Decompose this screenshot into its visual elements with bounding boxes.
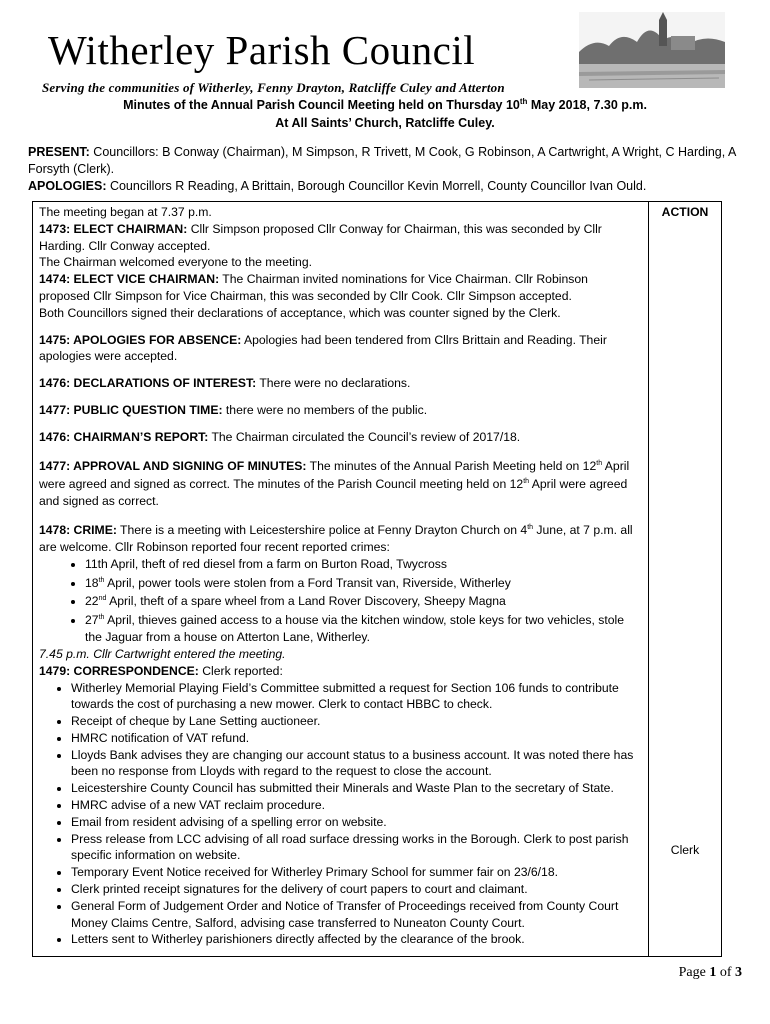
item-1477-minutes: 1477: APPROVAL AND SIGNING OF MINUTES: The minutes of the Annual Parish Meeting held on 12th April were agreed and signed as correct. The minutes of the Parish Council meeting held on 12th April were agreed and signed as correct. — [39, 458, 630, 509]
correspondence-item: • HMRC advise of a new VAT reclaim procedure. — [71, 797, 642, 814]
declarations-signed: Both Councillors signed their declarations of acceptance, which was counter signed by the Clerk. — [39, 305, 561, 320]
meeting-title: Minutes of the Annual Parish Council Meeting held on Thursday 10th May 2018, 7.30 p.m. — [123, 97, 647, 113]
item-1475: 1475: APOLOGIES FOR ABSENCE: Apologies had been tendered from Cllrs Brittain and Reading. Their apologies were accepted. — [39, 332, 607, 364]
crime-item: • 22nd April, theft of a spare wheel from a Land Rover Discovery, Sheepy Magna — [85, 591, 642, 610]
apologies-list: APOLOGIES: Councillors R Reading, A Brittain, Borough Councillor Kevin Morrell, County Councillor Ivan Ould. — [28, 179, 647, 193]
correspondence-item: • Clerk printed receipt signatures for the delivery of court papers to court and claimant. — [71, 881, 642, 898]
correspondence-item: • Witherley Memorial Playing Field’s Committee submitted a request for Section 106 funds to contribute towards the cost of purchasing a new mower. Clerk to contact HBBC to check. — [71, 680, 642, 714]
correspondence-list — [39, 680, 642, 949]
clerk-action: Clerk — [670, 843, 700, 857]
crime-list — [39, 556, 642, 646]
correspondence-item: • Temporary Event Notice received for Witherley Primary School for summer fair on 23/6/18. — [71, 864, 642, 881]
item-1476-declarations: 1476: DECLARATIONS OF INTEREST: There were no declarations. — [39, 376, 411, 391]
action-column — [649, 202, 722, 957]
page-number: Page 1 of 3 — [678, 965, 742, 980]
correspondence-item: • HMRC notification of VAT refund. — [71, 730, 642, 747]
item-1479-correspondence: 1479: CORRESPONDENCE: Clerk reported: — [39, 663, 283, 678]
item-1476-chairmans-report: 1476: CHAIRMAN’S REPORT: The Chairman circulated the Council’s review of 2017/18. — [39, 429, 521, 444]
item-1473: 1473: ELECT CHAIRMAN: Cllr Simpson proposed Cllr Conway for Chairman, this was seconded by Cllr Harding. Cllr Conway accepted. — [39, 221, 602, 253]
item-1474: 1474: ELECT VICE CHAIRMAN: The Chairman invited nominations for Vice Chairman. Cllr Robinson proposed Cllr Simpson for Vice Chairman, this was seconded by Cllr Cook. Cllr Simpson accepted. — [39, 272, 588, 303]
correspondence-item: • Leicestershire County Council has submitted their Minerals and Waste Plan to the secretary of State. — [71, 780, 642, 797]
item-1477-public-questions: 1477: PUBLIC QUESTION TIME: there were no members of the public. — [39, 402, 428, 417]
minutes-body — [33, 202, 649, 957]
correspondence-item: • Letters sent to Witherley parishioners directly affected by the clearance of the brook. — [71, 931, 642, 948]
item-1478-crime: 1478: CRIME: There is a meeting with Leicestershire police at Fenny Drayton Church on 4th June, at 7 p.m. all are welcome. Cllr Robinson reported four recent reported crimes: — [39, 523, 633, 554]
village-photo — [579, 12, 725, 88]
meeting-start: The meeting began at 7.37 p.m. — [39, 205, 212, 219]
crime-item: • 27th April, thieves gained access to a house via the kitchen window, stole keys for two vehicles, stole the Jaguar from a house on Atterton Lane, Witherley. — [85, 610, 642, 646]
correspondence-item: • Receipt of cheque by Lane Setting auctioneer. — [71, 713, 642, 730]
crime-item: • 18th April, power tools were stolen from a Ford Transit van, Riverside, Witherley — [85, 573, 642, 592]
action-header: ACTION — [661, 205, 709, 219]
correspondence-item: • Press release from LCC advising of all road surface dressing works in the Borough. Clerk to post parish specific information on website. — [71, 831, 642, 865]
late-arrival-note: 7.45 p.m. Cllr Cartwright entered the meeting. — [39, 646, 286, 661]
correspondence-item: • Email from resident advising of a spelling error on website. — [71, 814, 642, 831]
correspondence-item: • Lloyds Bank advises they are changing our account status to a business account. It was noted there has been no response from Lloyds with regard to the request to close the account. — [71, 747, 642, 781]
crime-item: • 11th April, theft of red diesel from a farm on Burton Road, Twycross — [85, 556, 642, 573]
correspondence-item: • General Form of Judgement Order and Notice of Transfer of Proceedings received from County Court Money Claims Centre, Salford, advising case transferred to Nuneaton County Court. — [71, 898, 642, 932]
council-title: Witherley Parish Council — [48, 27, 476, 73]
welcome-note: The Chairman welcomed everyone to the meeting. — [39, 255, 313, 270]
council-subtitle: Serving the communities of Witherley, Fenny Drayton, Ratcliffe Culey and Atterton — [42, 80, 505, 95]
present-list: PRESENT: Councillors: B Conway (Chairman), M Simpson, R Trivett, M Cook, G Robinson, A Cartwright, A Wright, C Harding, A Forsyth (Clerk). — [28, 145, 736, 176]
minutes-table — [32, 201, 722, 957]
meeting-location: At All Saints’ Church, Ratcliffe Culey. — [275, 116, 495, 130]
